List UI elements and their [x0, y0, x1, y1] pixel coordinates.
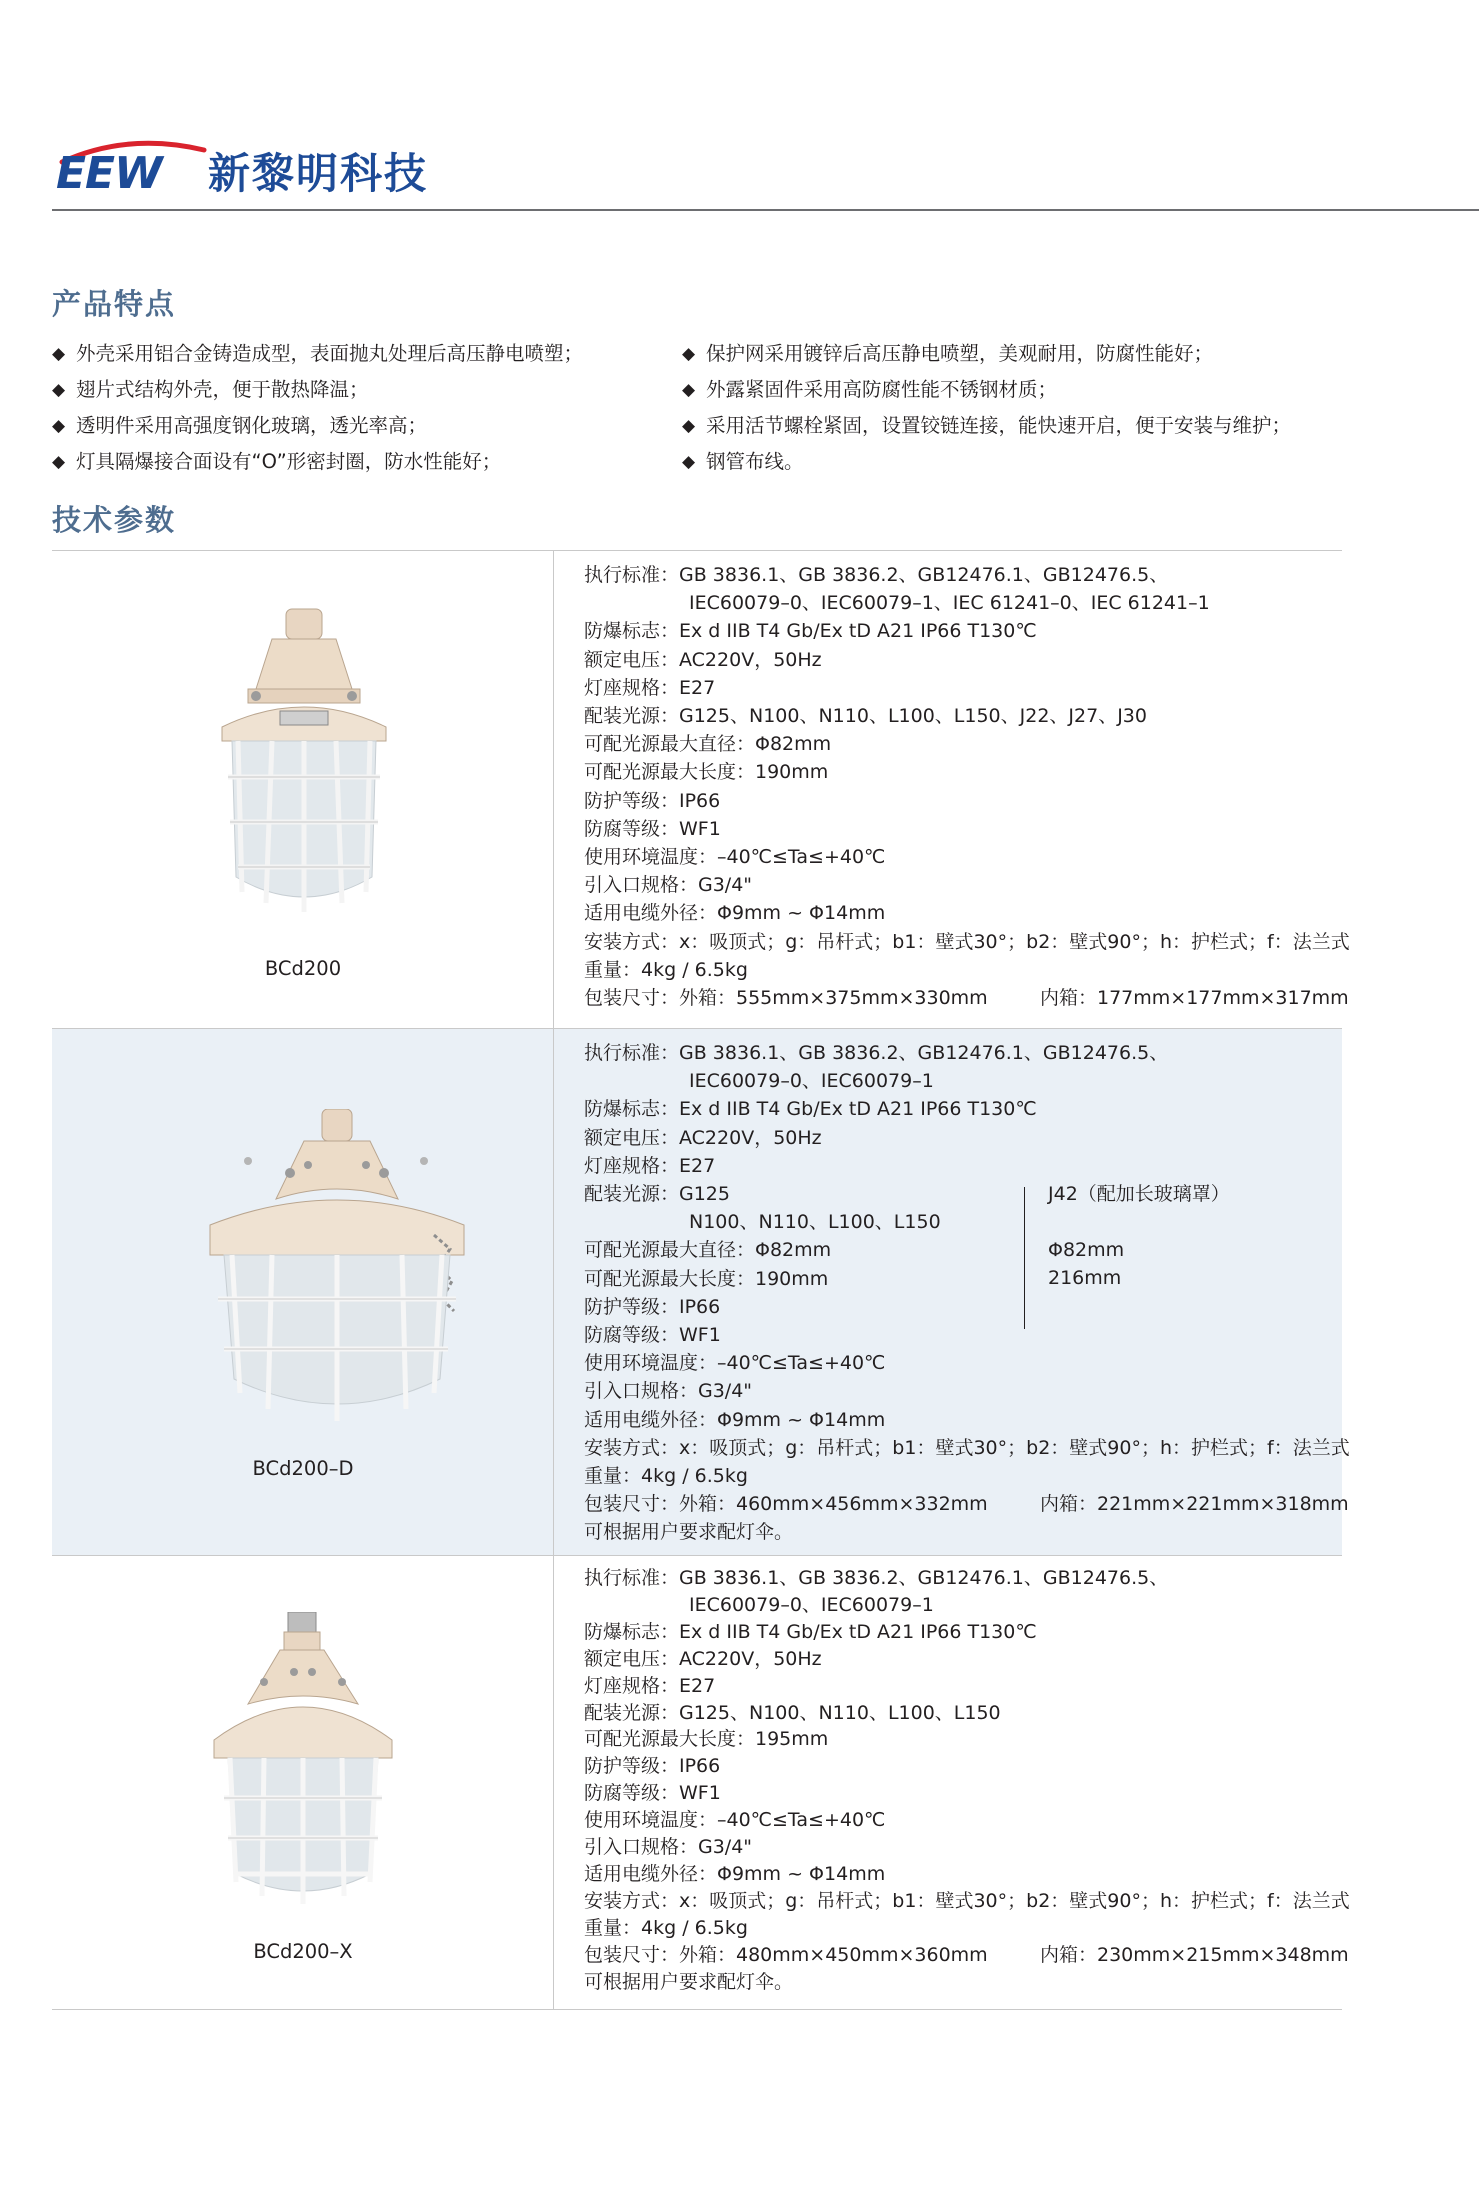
product-image-cell: [52, 551, 554, 1028]
param-weight: 重量：4kg / 6.5kg: [584, 1465, 748, 1488]
feature-item: ◆ 透明件采用高强度钢化玻璃，透光率高；: [52, 408, 583, 444]
param-anticorrosion: 防腐等级：WF1: [584, 1782, 721, 1805]
product-row-bcd200-d: [52, 1029, 1350, 1556]
param-source: 配装光源：G125: [584, 1183, 730, 1206]
alt-source-divider: [1024, 1187, 1025, 1329]
model-name: BCd200: [264, 957, 342, 980]
param-marking: 防爆标志：Ex d IIB T4 Gb/Ex tD A21 IP66 T130℃: [584, 1098, 1037, 1121]
tech-title: 技术参数: [52, 503, 177, 537]
param-temperature: 使用环境温度：–40℃≤Ta≤+40℃: [584, 1352, 886, 1375]
param-temperature: 使用环境温度：–40℃≤Ta≤+40℃: [584, 1809, 886, 1832]
feature-item: ◆ 保护网采用镀锌后高压静电喷塑，美观耐用，防腐性能好；: [682, 336, 1291, 372]
param-marking: 防爆标志：Ex d IIB T4 Gb/Ex tD A21 IP66 T130℃: [584, 1620, 1037, 1643]
param-weight: 重量：4kg / 6.5kg: [584, 1916, 748, 1939]
param-note: 可根据用户要求配灯伞。: [584, 1521, 794, 1544]
param-source-alt: J42（配加长玻璃罩）: [1048, 1183, 1230, 1205]
param-entry: 引入口规格：G3/4": [584, 874, 753, 897]
param-ip: 防护等级：IP66: [584, 1755, 721, 1778]
logo-latin-text: EEW: [56, 148, 162, 199]
param-list: [584, 1565, 1350, 1996]
feature-item: ◆ 外露紧固件采用高防腐性能不锈钢材质；: [682, 372, 1291, 408]
param-pack-outer: 包装尺寸：外箱：460mm×456mm×332mm: [584, 1493, 988, 1516]
param-mounting: 安装方式：x：吸顶式；g：吊杆式；b1：壁式30°；b2：壁式90°；h：护栏式；f：法兰式: [584, 1436, 1350, 1459]
header-divider: [52, 209, 1479, 211]
param-max-diameter: 可配光源最大直径：Φ82mm: [584, 1239, 832, 1262]
product-image-cell: [52, 1556, 554, 2009]
param-packing: [584, 1942, 1349, 1969]
product-row-bcd200: [52, 551, 1350, 1029]
param-note: 可根据用户要求配灯伞。: [584, 1970, 794, 1993]
product-row-bcd200-x: [52, 1556, 1350, 2010]
param-pack-inner: 内箱：221mm×221mm×318mm: [1040, 1493, 1349, 1516]
param-max-length: 可配光源最大长度：190mm: [584, 761, 829, 784]
param-standard: 执行标准：GB 3836.1、GB 3836.2、GB12476.1、GB12476.5、: [584, 1042, 1169, 1064]
param-list: [584, 1039, 1350, 1547]
lamp-bcd200-icon: [202, 607, 407, 927]
param-max-length-alt: 216mm: [1048, 1267, 1122, 1289]
param-anticorrosion: 防腐等级：WF1: [584, 1324, 721, 1347]
param-packing: [584, 1490, 1349, 1518]
param-source: 配装光源：G125、N100、N110、L100、L150、J22、J27、J30: [584, 705, 1147, 728]
param-marking: 防爆标志：Ex d IIB T4 Gb/Ex tD A21 IP66 T130℃: [584, 620, 1037, 643]
spec-table: [52, 550, 1350, 2010]
param-entry: 引入口规格：G3/4": [584, 1380, 753, 1403]
param-pack-inner: 内箱：230mm×215mm×348mm: [1040, 1943, 1349, 1966]
param-mounting: 安装方式：x：吸顶式；g：吊杆式；b1：壁式30°；b2：壁式90°；h：护栏式；f：法兰式: [584, 1889, 1350, 1912]
param-max-diameter-alt: Φ82mm: [1048, 1239, 1125, 1261]
param-standard-cont: IEC60079–0、IEC60079–1: [689, 1593, 934, 1616]
param-standard-cont: IEC60079–0、IEC60079–1、IEC 61241–0、IEC 61241–1: [689, 592, 1210, 615]
param-standard-cont: IEC60079–0、IEC60079–1: [689, 1070, 934, 1093]
param-weight: 重量：4kg / 6.5kg: [584, 958, 748, 981]
logo-company-name: 新黎明科技: [208, 149, 429, 198]
product-image-cell: [52, 1029, 554, 1555]
param-socket: 灯座规格：E27: [584, 1674, 716, 1697]
param-voltage: 额定电压：AC220V，50Hz: [584, 1647, 822, 1670]
model-name: BCd200–D: [252, 1457, 354, 1480]
feature-item: ◆ 钢管布线。: [682, 444, 1291, 480]
model-name: BCd200–X: [253, 1940, 353, 1963]
company-logo: [52, 130, 472, 200]
param-cable: 适用电缆外径：Φ9mm ~ Φ14mm: [584, 1862, 886, 1885]
param-standard: 执行标准：GB 3836.1、GB 3836.2、GB12476.1、GB12476.5、: [584, 1567, 1169, 1589]
param-mounting: 安装方式：x：吸顶式；g：吊杆式；b1：壁式30°；b2：壁式90°；h：护栏式；f：法兰式: [584, 930, 1350, 953]
feature-item: ◆ 采用活节螺栓紧固，设置铰链连接，能快速开启，便于安装与维护；: [682, 408, 1291, 444]
features-title: 产品特点: [52, 287, 177, 321]
param-packing: [584, 984, 1349, 1012]
param-source-cont: N100、N110、L100、L150: [689, 1211, 941, 1234]
param-standard: 执行标准：GB 3836.1、GB 3836.2、GB12476.1、GB12476.5、: [584, 564, 1169, 586]
param-voltage: 额定电压：AC220V，50Hz: [584, 1126, 822, 1149]
feature-item: ◆ 灯具隔爆接合面设有“O”形密封圈，防水性能好；: [52, 444, 583, 480]
page-header: [52, 130, 1479, 212]
feature-item: ◆ 翅片式结构外壳，便于散热降温；: [52, 372, 583, 408]
lamp-bcd200-x-icon: [208, 1612, 398, 1912]
param-max-diameter: 可配光源最大直径：Φ82mm: [584, 733, 832, 756]
param-anticorrosion: 防腐等级：WF1: [584, 817, 721, 840]
param-socket: 灯座规格：E27: [584, 676, 716, 699]
param-ip: 防护等级：IP66: [584, 789, 721, 812]
param-temperature: 使用环境温度：–40℃≤Ta≤+40℃: [584, 846, 886, 869]
features-left-column: [52, 336, 583, 480]
param-max-length: 可配光源最大长度：195mm: [584, 1728, 829, 1751]
param-entry: 引入口规格：G3/4": [584, 1836, 753, 1859]
features-right-column: [682, 336, 1291, 480]
param-pack-inner: 内箱：177mm×177mm×317mm: [1040, 987, 1349, 1010]
param-max-length: 可配光源最大长度：190mm: [584, 1267, 829, 1290]
feature-item: ◆ 外壳采用铝合金铸造成型，表面抛丸处理后高压静电喷塑；: [52, 336, 583, 372]
param-source: 配装光源：G125、N100、N110、L100、L150: [584, 1701, 1001, 1724]
param-pack-outer: 包装尺寸：外箱：555mm×375mm×330mm: [584, 987, 988, 1010]
lamp-bcd200-d-icon: [202, 1109, 482, 1431]
param-socket: 灯座规格：E27: [584, 1154, 716, 1177]
param-cable: 适用电缆外径：Φ9mm ~ Φ14mm: [584, 902, 886, 925]
param-cable: 适用电缆外径：Φ9mm ~ Φ14mm: [584, 1408, 886, 1431]
param-list: [584, 561, 1350, 1012]
param-voltage: 额定电压：AC220V，50Hz: [584, 648, 822, 671]
param-ip: 防护等级：IP66: [584, 1295, 721, 1318]
param-pack-outer: 包装尺寸：外箱：480mm×450mm×360mm: [584, 1943, 988, 1966]
